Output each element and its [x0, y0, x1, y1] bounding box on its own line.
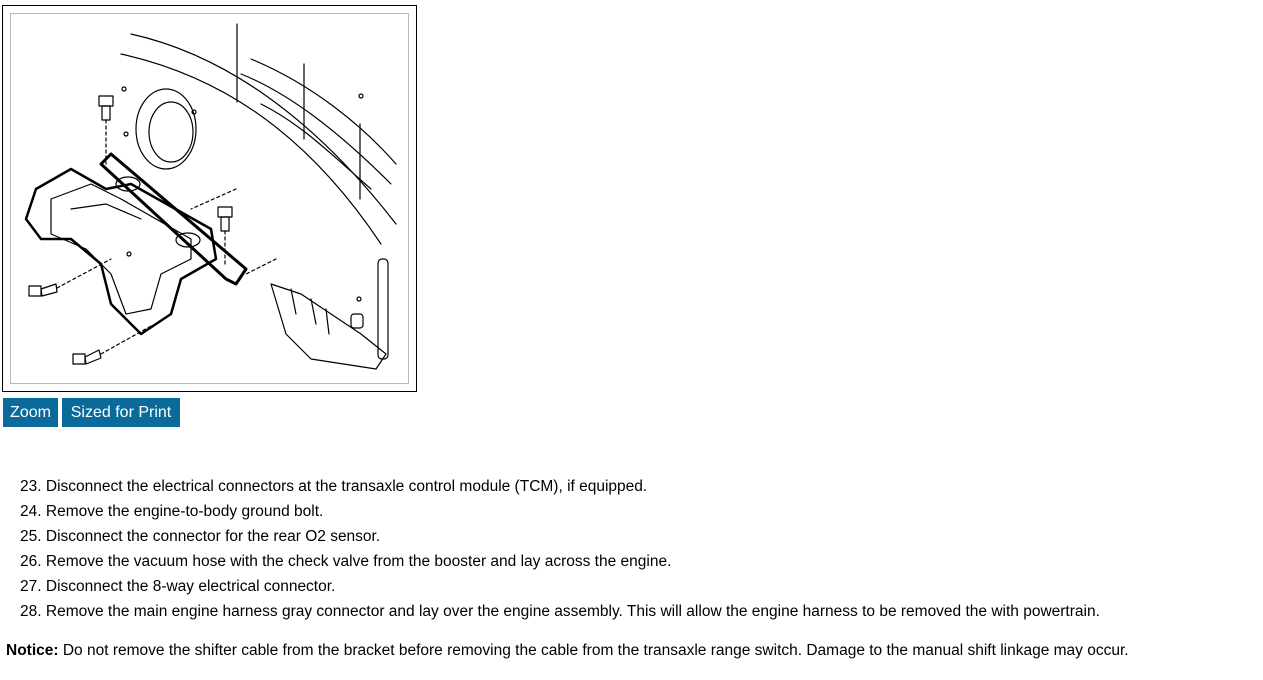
step-item: [0, 524, 1100, 549]
engine-bracket-illustration: [10, 13, 409, 384]
step-item: [0, 549, 1100, 574]
step-item: [0, 574, 1100, 599]
notice-label: Notice:: [6, 642, 59, 659]
step-number: 25.: [20, 528, 42, 545]
step-text: Disconnect the electrical connectors at the transaxle control module (TCM), if equipped.: [45, 478, 648, 495]
notice-text: Do not remove the shifter cable from the bracket before removing the cable from the transaxle range switch. Damage to the manual shift linkage may occur.: [62, 642, 1129, 659]
step-number: 24.: [20, 503, 42, 520]
figure-frame: [2, 5, 417, 392]
step-item: [0, 499, 1100, 524]
step-number: 26.: [20, 553, 42, 570]
step-number: 28.: [20, 603, 42, 620]
step-text: Remove the engine-to-body ground bolt.: [45, 503, 324, 520]
step-text: Disconnect the 8-way electrical connector.: [45, 578, 336, 595]
procedure-steps-list: [0, 474, 1100, 624]
sized-for-print-button[interactable]: Sized for Print: [62, 398, 180, 427]
zoom-button[interactable]: Zoom: [3, 398, 58, 427]
step-number: 27.: [20, 578, 42, 595]
step-item: [0, 474, 1100, 499]
step-item: [0, 599, 1100, 624]
step-number: 23.: [20, 478, 42, 495]
step-text: Remove the main engine harness gray connector and lay over the engine assembly. This will allow the engine harness to be removed the with powertrain.: [45, 603, 1100, 620]
step-text: Disconnect the connector for the rear O2 sensor.: [45, 528, 381, 545]
illustration-drawing: [11, 14, 408, 383]
step-text: Remove the vacuum hose with the check valve from the booster and lay across the engine.: [45, 553, 672, 570]
notice-paragraph: [6, 641, 1129, 661]
